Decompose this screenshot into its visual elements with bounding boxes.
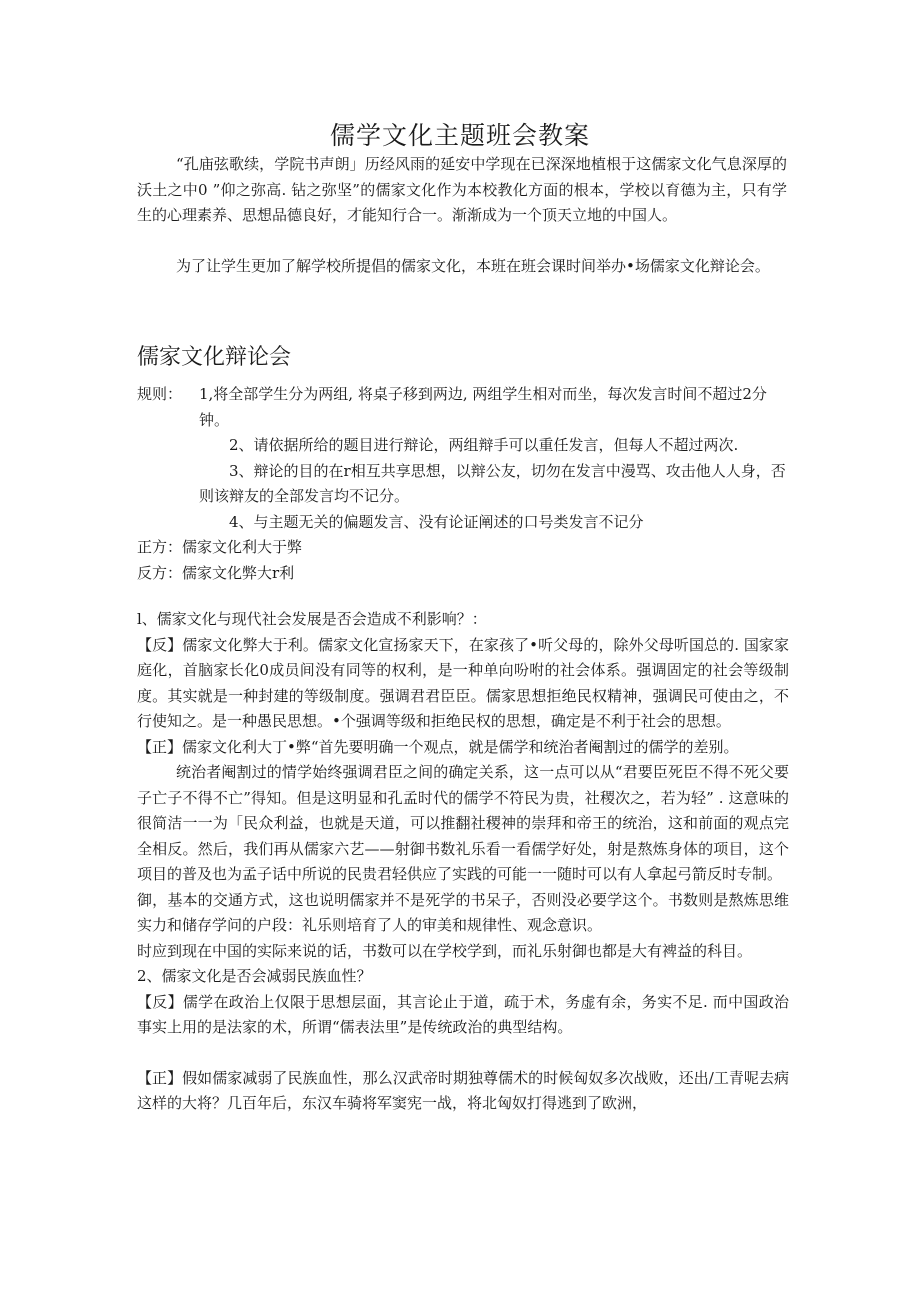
question-heading: 2、儒家文化是否会减弱民族血性？ [137,967,372,985]
rule-item: 2、请依据所给的题目进行辩论，两组辩手可以重任发言，但每人不超过两次. [229,436,739,454]
question-heading: l、儒家文化与现代社会发展是否会造成不利影响？： [137,610,487,628]
document-title: 儒学文化主题班会教案 [329,121,590,150]
rule-item [137,382,787,433]
con-argument: 【反】儒家文化弊大于利。儒家文化宣扬家天下，在家孩了•听父母的，除外父母听国总的. 国家家庭化，首脑家长化0成员间没有同等的权利，是一种单向吩咐的社会体系。强调固定的社会等级制度。其实就是一种封建的等级制度。强调君君臣臣。儒家思想拒绝民权精神，强调民可使由之，不行使知之。是一种愚民思想。•个强调等级和拒绝民权的思想，确定是不利于社会的思想。 [137,635,789,730]
intro-paragraph: “孔庙弦歌续，学院书声朗」历经风雨的延安中学现在已深深地植根于这儒家文化气息深厚的沃土之中0 ”仰之弥高. 钻之弥坚”的儒家文化作为本校教化方面的根本，学校以育德为主，只有学生的心理素养、思想品德良好，才能知行合一。渐渐成为一个顶天立地的中国人。 [137,155,787,224]
pro-argument-detail: 御，基本的交通方式，这也说明儒家并不是死学的书呆子，否则没必要学这个。书数则是熬炼思维实力和储存学问的户段：礼乐则培育了人的审美和规律性、观念意识。 [137,890,789,934]
section-heading: 儒家文化辩论会 [137,345,292,370]
rules-block [137,382,787,586]
rules-prefix: 规则： [137,385,183,403]
pro-argument: 【正】假如儒家减弱了民族血性，那么汉武帝时期独尊儒术的时候匈奴多次战败，还出/工青呢去病这样的大将？几百年后，东汉车骑将军窦宪一战，将北匈奴打得逃到了欧洲， [137,1068,789,1112]
pro-side: 正方：儒家文化利大于弊 [137,538,303,556]
intro-paragraph: 为了让学生更加了解学校所提倡的儒家文化，本班在班会课时间举办•场儒家文化辩论会。 [176,257,770,275]
rule-text: 1,将全部学生分为两组, 将桌子移到两边, 两组学生相对而坐，每次发言时间不超过2分钟。 [199,385,767,429]
rule-item: 3、辩论的目的在r相互共享思想，以辩公友，切勿在发言中漫骂、攻击他人人身，否则该辩友的全部发言均不记分。 [199,461,786,505]
debate-content [137,607,789,1117]
rule-item: 4、与主题无关的偏题发言、没有论证阐述的口号类发言不记分 [229,512,644,531]
con-side: 反方：儒家文化弊大r利 [137,563,295,582]
pro-argument: 【正】儒家文化利大丁•弊“首先要明确一个观点，就是儒学和统治者阉割过的儒学的差别。 [137,737,739,756]
pro-argument-detail: 统治者阉割过的情学始终强调君臣之间的确定关系，这一点可以从“君要臣死臣不得不死父要子亡子不得不亡”得知。但是这明显和孔孟时代的儒学不符民为贵，社稷次之，若为轻” . 这意味的很简洁一一为「民众利益，也就是天道，可以推翻社稷神的崇拜和帝王的统治，这和前面的观点完全相反。然后，我们再从儒家六艺——射御书数礼乐看一看儒学好处，射是熬炼身体的项目，这个项目的普及也为孟子话中所说的民贵君轻供应了实践的可能一一随时可以有人拿起弓箭反时专制。 [137,763,789,883]
pro-argument-detail: 时应到现在中国的实际来说的话，书数可以在学校学到，而礼乐射御也都是大有裨益的科目。 [137,941,753,960]
con-argument: 【反】儒学在政治上仅限于思想层面，其言论止于道，疏于术，务虚有余，务实不足. 而中国政治事实上用的是法家的术，所谓“儒表法里”是传统政治的典型结构。 [137,992,789,1036]
